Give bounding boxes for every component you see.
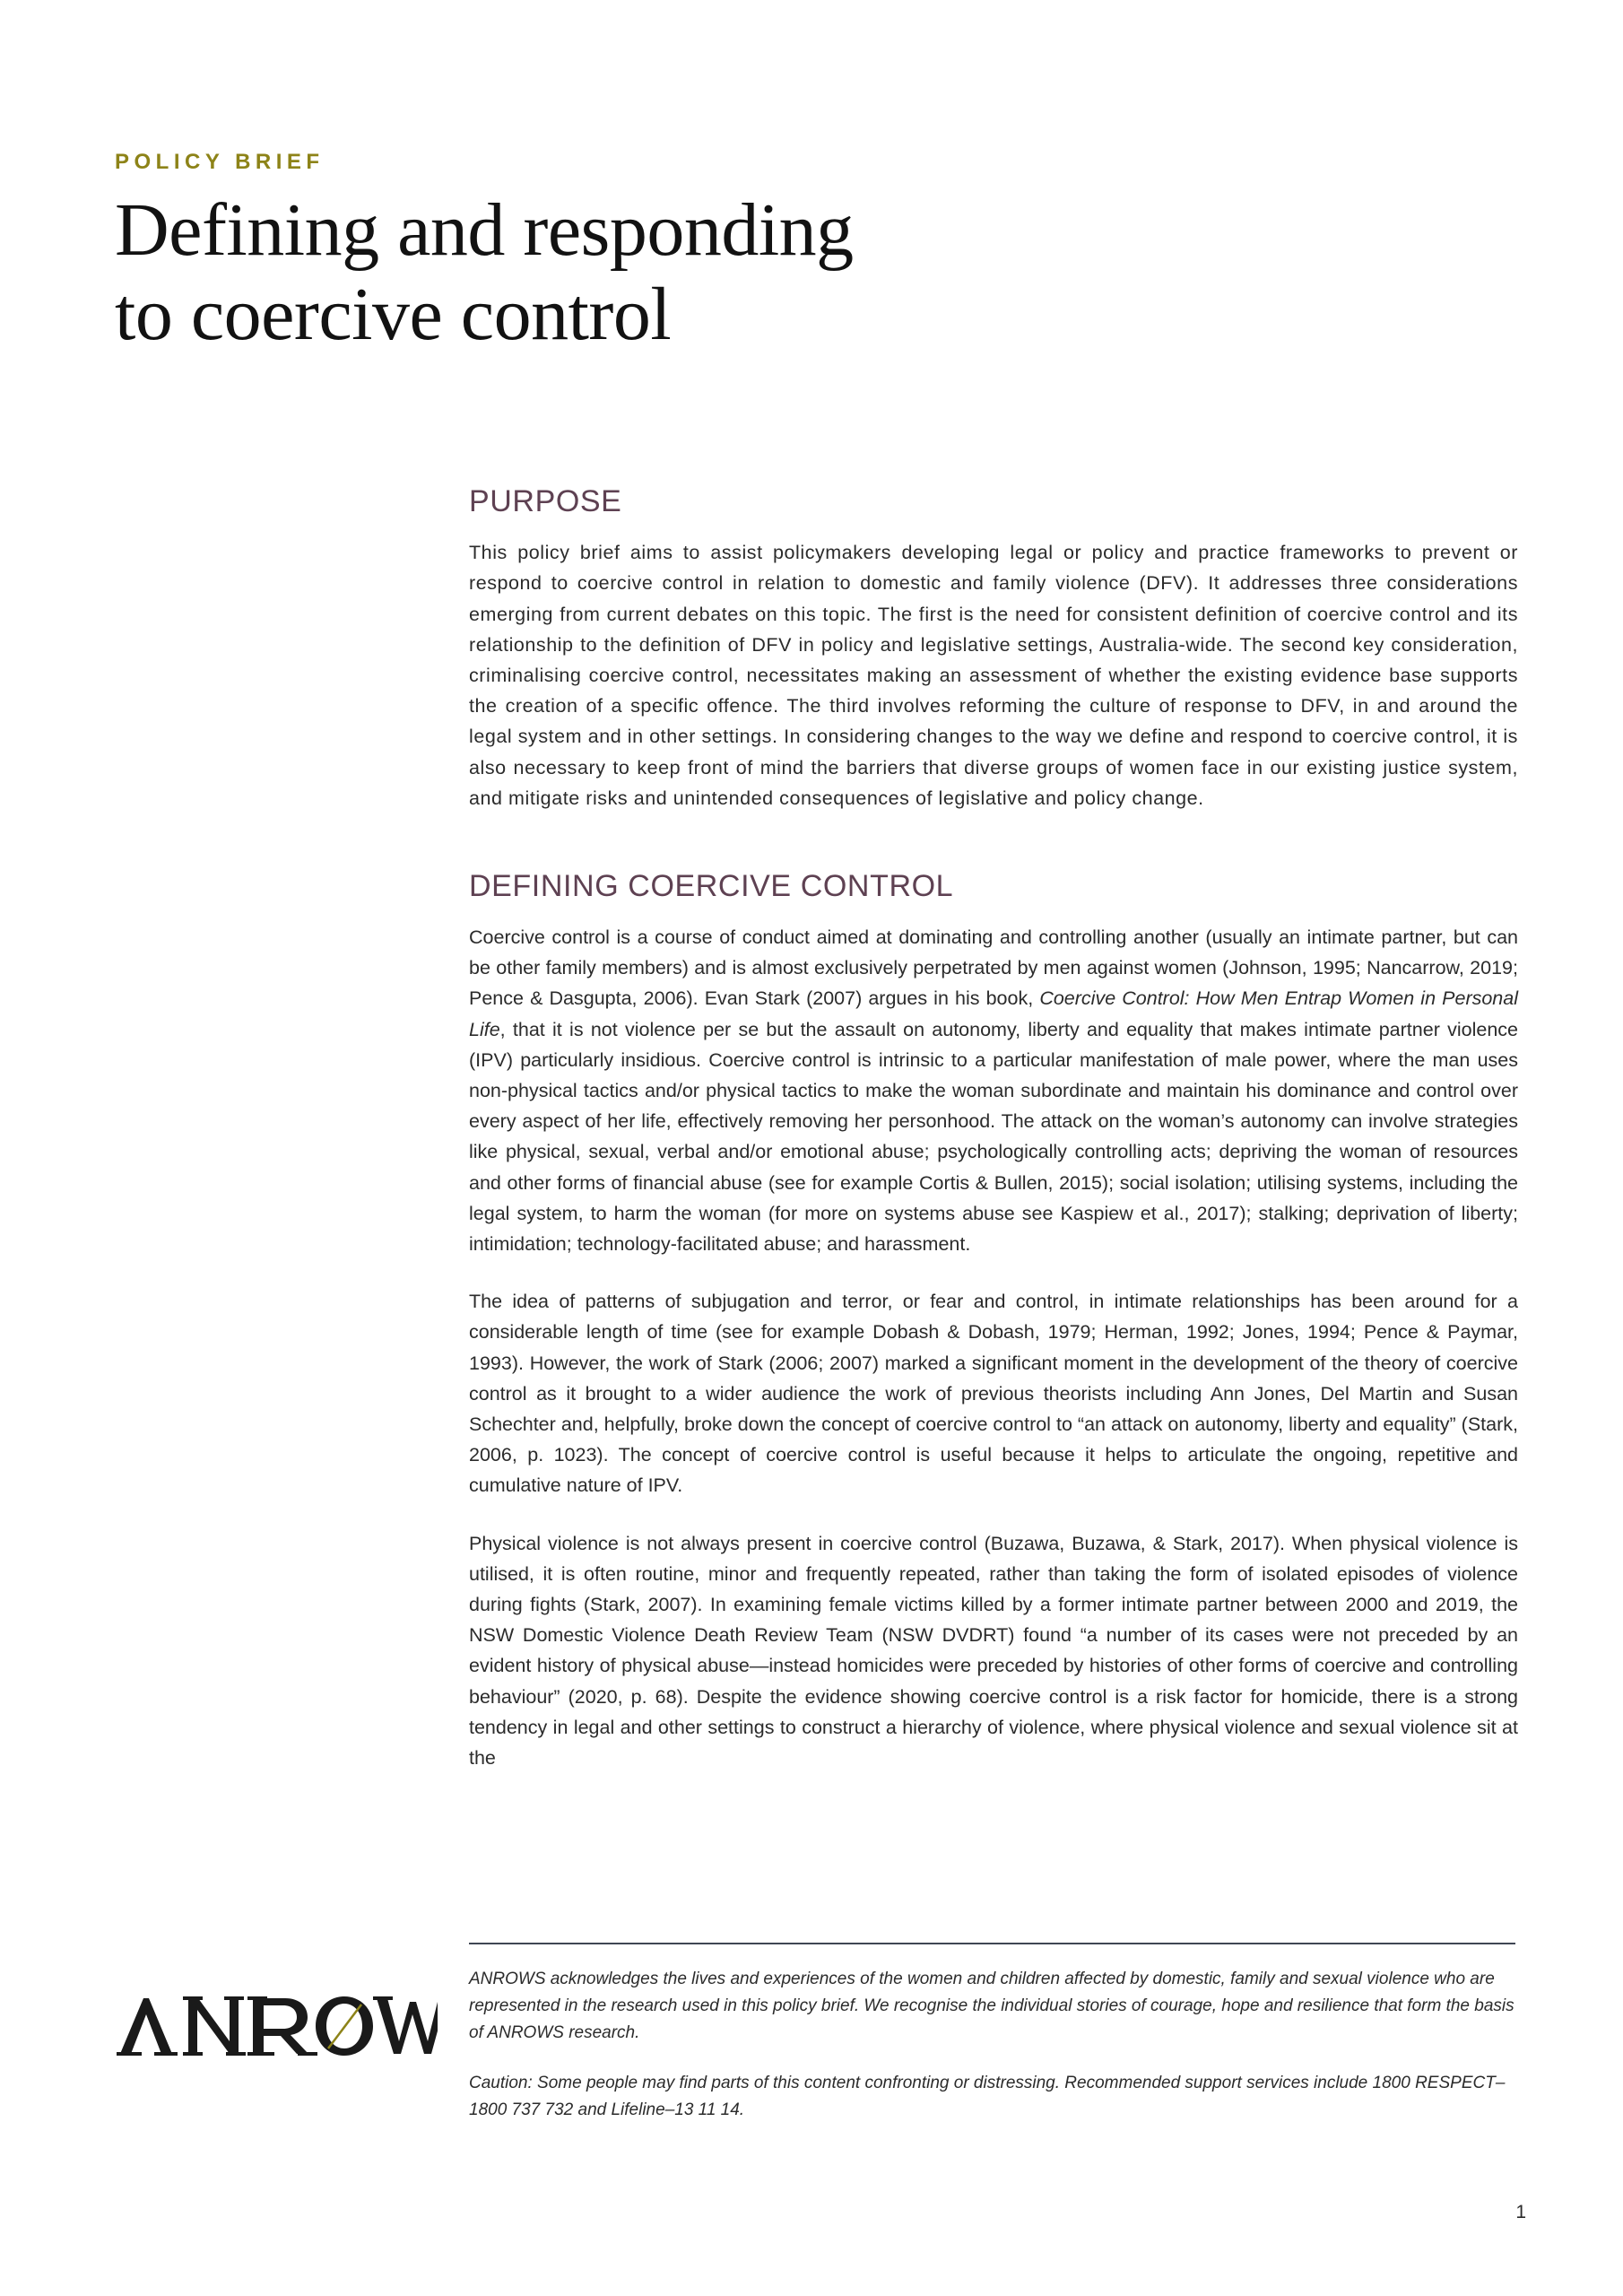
paragraph-purpose-1: This policy brief aims to assist policymakers developing legal or policy and practice frameworks to prevent or respond to coercive control in relation to domestic and family violence (DFV). It addresses three considerations emerging from current debates on this topic. The first is the need for consistent definition of coercive control and its relationship to the definition of DFV in policy and legislative settings, Australia-wide. The second key consideration, criminalising coercive control, necessitates making an assessment of whether the existing evidence base supports the creation of a specific offence. The third involves reforming the culture of response to DFV, in and around the legal system and in other settings. In considering changes to the way we define and respond to coercive control, it is also necessary to keep front of mind the barriers that diverse groups of women face in our existing justice system, and mitigate risks and unintended consequences of legislative and policy change. [469,542,1518,809]
footer-divider [469,1943,1515,1944]
document-kicker: POLICY BRIEF [115,150,325,174]
paragraph-defining-2: The idea of patterns of subjugation and terror, or fear and control, in intimate relationships has been around for a considerable length of time (see for example Dobash & Dobash, 1979; Herman, 1992; Jones, 1994; Pence & Paymar, 1993). However, the work of Stark (2006; 2007) marked a significant moment in the development of the theory of coercive control as it brought to a wider audience the work of previous theorists including Ann Jones, Del Martin and Susan Schechter and, helpfully, broke down the concept of coercive control to “an attack on autonomy, liberty and equality” (Stark, 2006, p. 1023). The concept of coercive control is useful because it helps to articulate the ongoing, repetitive and cumulative nature of IPV. [469,1291,1518,1497]
section-defining-coercive-control [469,869,1518,1773]
paragraph-defining-1: Coercive control is a course of conduct aimed at dominating and controlling another (usually an intimate partner, but can be other family members) and is almost exclusively perpetrated by men against women (Johnson, 1995; Nancarrow, 2019; Pence & Dasgupta, 2006). Evan Stark (2007) argues in his book, Coercive Control: How Men Entrap Women in Personal Life, that it is not violence per se but the assault on autonomy, liberty and equality that makes intimate partner violence (IPV) particularly insidious. Coercive control is intrinsic to a particular manifestation of male power, where the man uses non-physical tactics and/or physical tactics to make the woman subordinate and maintain his dominance and control over every aspect of her life, effectively removing her personhood. The attack on the woman’s autonomy can involve strategies like physical, sexual, verbal and/or emotional abuse; psychologically controlling acts; depriving the woman of resources and other forms of financial abuse (see for example Cortis & Bullen, 2015); social isolation; utilising systems, including the legal system, to harm the woman (for more on systems abuse see Kaspiew et al., 2017); stalking; deprivation of liberty; intimidation; technology-facilitated abuse; and harassment. [469,926,1518,1256]
anrows-logo-icon [115,1993,438,2063]
caution-text: Caution: Some people may find parts of this content confronting or distressing. Recommended support services include 1800 RESPECT–1800 737 732 and Lifeline–13 11 14. [469,2074,1506,2119]
anrows-logo [115,1993,438,2063]
section-heading-defining: DEFINING COERCIVE CONTROL [469,868,954,903]
footer-notes [469,1966,1515,2124]
page-number: 1 [1515,2202,1526,2222]
acknowledgement-text: ANROWS acknowledges the lives and experiences of the women and children affected by domestic, family and sexual violence who are represented in the research used in this policy brief. We recognise the individual stories of courage, hope and resilience that form the basis of ANROWS research. [469,1970,1515,2042]
section-purpose [469,484,1518,813]
paragraph-defining-3: Physical violence is not always present in coercive control (Buzawa, Buzawa, & Stark, 2017). When physical violence is utilised, it is often routine, minor and frequently repeated, rather than taking the form of isolated episodes of violence during fights (Stark, 2007). In examining female victims killed by a former intimate partner between 2000 and 2019, the NSW Domestic Violence Death Review Team (NSW DVDRT) found “a number of its cases were not preceded by an evident history of physical abuse—instead homicides were preceded by histories of other forms of coercive and controlling behaviour” (2020, p. 68). Despite the evidence showing coercive control is a risk factor for homicide, there is a strong tendency in legal and other settings to construct a hierarchy of violence, where physical violence and sexual violence sit at the [469,1532,1518,1770]
title-line-1: Defining and responding [115,188,854,273]
content-column [469,484,1518,1773]
section-heading-purpose: PURPOSE [469,484,622,518]
page-title [115,188,1280,357]
title-line-2: to coercive control [115,273,672,357]
logo-slash-accent [328,2005,361,2048]
masthead [115,151,1280,358]
